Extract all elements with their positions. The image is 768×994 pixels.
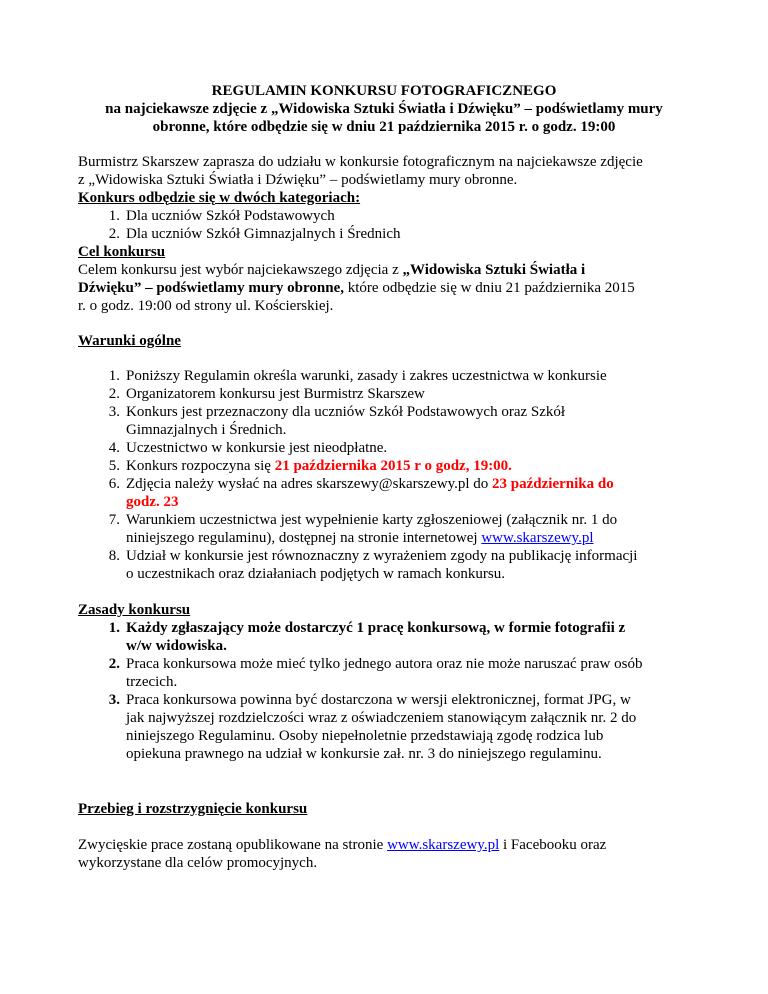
goal-line-2 xyxy=(78,279,688,297)
doc-title-line-1: REGULAMIN KONKURSU FOTOGRAFICZNEGO xyxy=(211,83,557,99)
doc-title-line-2: na najciekawsze zdjęcie z „Widowiska Sztuki Światła i Dźwięku” – podświetlamy mury xyxy=(105,101,663,117)
goal-text-cont: które odbędzie się w dniu 21 października 2015 xyxy=(344,280,635,296)
outcome-line-1 xyxy=(78,836,688,854)
category-item xyxy=(100,225,401,243)
item-text: o uczestnikach oraz działaniach podjętych w ramach konkursu. xyxy=(126,566,506,582)
item-text: Gimnazjalnych i Średnich. xyxy=(126,422,287,438)
item-text: Praca konkursowa powinna być dostarczona w wersji elektronicznej, format JPG, w xyxy=(126,692,631,708)
item-text: Konkurs jest przeznaczony dla uczniów Szkół Podstawowych oraz Szkół xyxy=(126,404,566,420)
intro-line-2: z „Widowiska Sztuki Światła i Dźwięku” – podświetlamy mury obronne. xyxy=(78,172,518,188)
item-text-plain: Konkurs rozpoczyna się xyxy=(126,458,275,474)
item-text-plain: Zdjęcia należy wysłać na adres skarszewy@skarszewy.pl do xyxy=(126,476,493,492)
item-number: 3. xyxy=(108,692,120,708)
item-number: 2. xyxy=(108,386,120,402)
item-text xyxy=(126,457,512,475)
outcome-line-2: wykorzystane dla celów promocyjnych. xyxy=(78,855,318,871)
item-number: 7. xyxy=(108,512,120,528)
item-number: 8. xyxy=(108,548,120,564)
goal-heading: Cel konkursu xyxy=(78,244,166,260)
outcome-heading: Przebieg i rozstrzygnięcie konkursu xyxy=(78,801,308,817)
item-number: 5. xyxy=(108,458,120,474)
item-number: 6. xyxy=(108,476,120,492)
item-text: w/w widowiska. xyxy=(126,638,227,654)
deadline-highlight: 23 października do xyxy=(492,476,614,492)
item-number: 4. xyxy=(108,440,120,456)
item-number: 3. xyxy=(108,404,120,420)
category-number: 1. xyxy=(108,208,120,224)
general-heading: Warunki ogólne xyxy=(78,333,181,349)
intro-line-1: Burmistrz Skarszew zaprasza do udziału w konkursie fotograficznym na najciekawsze zdjęcie xyxy=(78,154,643,170)
item-text: niniejszego Regulaminu. Osoby niepełnoletnie przedstawiają zgodę rodzica lub xyxy=(126,728,604,744)
category-item xyxy=(100,207,335,225)
item-text: jak najwyższej rozdzielczości wraz z oświadczeniem stanowiącym załącznik nr. 2 do xyxy=(126,710,637,726)
goal-line-3: r. o godz. 19:00 od strony ul. Kościerskiej. xyxy=(78,298,334,314)
goal-line-1 xyxy=(78,261,688,279)
category-text: Dla uczniów Szkół Podstawowych xyxy=(126,208,335,224)
goal-text: Celem konkursu jest wybór najciekawszego zdjęcia z xyxy=(78,262,403,278)
item-text: trzecich. xyxy=(126,674,178,690)
item-text: opiekuna prawnego na udział w konkursie zał. nr. 3 do niniejszego regulaminu. xyxy=(126,746,602,762)
item-number: 2. xyxy=(108,656,120,672)
goal-event-name-cont: Dźwięku” – podświetlamy mury obronne, xyxy=(78,280,344,296)
outcome-text: Zwycięskie prace zostaną opublikowane na stronie xyxy=(78,837,388,853)
categories-heading: Konkurs odbędzie się w dwóch kategoriach: xyxy=(78,190,361,206)
outcome-text-cont: i Facebooku oraz xyxy=(499,837,607,853)
item-text: Organizatorem konkursu jest Burmistrz Skarszew xyxy=(126,386,425,402)
item-text: Każdy zgłaszający może dostarczyć 1 pracę konkursową, w formie fotografii z xyxy=(126,620,626,636)
item-text xyxy=(126,475,614,493)
item-text: Praca konkursowa może mieć tylko jednego autora oraz nie może naruszać praw osób xyxy=(126,656,643,672)
start-date-highlight: 21 października 2015 r o godz, 19:00. xyxy=(274,458,512,474)
deadline-highlight-cont: godz. 23 xyxy=(126,494,179,510)
website-link[interactable]: www.skarszewy.pl xyxy=(481,530,594,546)
rules-heading: Zasady konkursu xyxy=(78,602,191,618)
item-text-plain: niniejszego regulaminu), dostępnej na stronie internetowej xyxy=(126,530,482,546)
category-text: Dla uczniów Szkół Gimnazjalnych i Średnich xyxy=(126,226,401,242)
item-number: 1. xyxy=(108,620,120,636)
item-text: Udział w konkursie jest równoznaczny z wyrażeniem zgody na publikację informacji xyxy=(126,548,638,564)
item-text: Warunkiem uczestnictwa jest wypełnienie karty zgłoszeniowej (załącznik nr. 1 do xyxy=(126,512,618,528)
doc-title-line-3: obronne, które odbędzie się w dniu 21 października 2015 r. o godz. 19:00 xyxy=(152,119,616,135)
item-text: Uczestnictwo w konkursie jest nieodpłatne. xyxy=(126,440,388,456)
website-link[interactable]: www.skarszewy.pl xyxy=(387,837,500,853)
goal-event-name: „Widowiska Sztuki Światła i xyxy=(402,262,586,278)
item-number: 1. xyxy=(108,368,120,384)
item-text xyxy=(126,529,594,547)
item-text: Poniższy Regulamin określa warunki, zasady i zakres uczestnictwa w konkursie xyxy=(126,368,607,384)
category-number: 2. xyxy=(108,226,120,242)
